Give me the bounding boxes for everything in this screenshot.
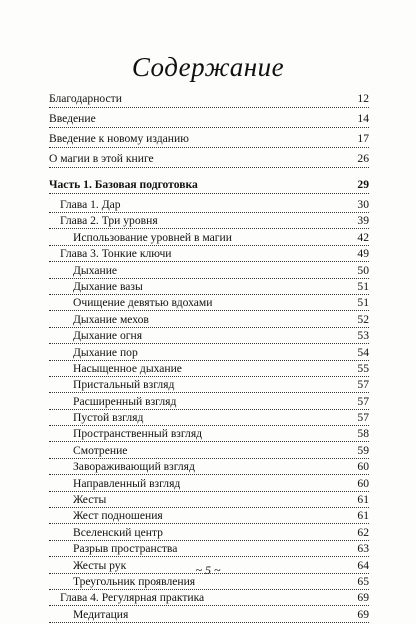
toc-entry-page: 69 <box>357 607 369 621</box>
toc-entry-page: 58 <box>357 427 369 441</box>
toc-entry-title: Расширенный взгляд <box>73 394 177 408</box>
toc-entry-title: Благодарности <box>49 92 122 105</box>
toc-entry <box>49 509 369 524</box>
toc-entry-title: Треугольник проявления <box>73 574 196 588</box>
toc-entry-title: Жесты <box>73 493 107 507</box>
toc-entry <box>49 132 369 148</box>
table-of-contents <box>49 92 369 624</box>
toc-entry <box>49 152 369 168</box>
toc-entry-title: Вселенский центр <box>73 525 163 539</box>
toc-entry <box>49 460 369 475</box>
toc-entry <box>49 92 369 108</box>
toc-entry <box>49 329 369 344</box>
toc-entry-title: Пристальный взгляд <box>73 378 175 392</box>
toc-entry-page: 61 <box>357 493 369 507</box>
toc-entry-page: 57 <box>357 394 369 408</box>
toc-entry <box>49 542 369 557</box>
toc-entry-page: 65 <box>357 574 369 588</box>
toc-entry-title: Дыхание пор <box>73 345 138 359</box>
toc-entry-title: Насыщенное дыхание <box>73 361 182 375</box>
toc-entry <box>49 296 369 311</box>
toc-entry <box>49 477 369 492</box>
toc-entry <box>49 231 369 246</box>
toc-entry <box>49 591 369 606</box>
toc-entry-title: Глава 2. Три уровня <box>60 214 158 228</box>
toc-entry <box>49 346 369 361</box>
toc-entry <box>49 264 369 279</box>
toc-entry-page: 50 <box>357 263 369 277</box>
toc-entry-page: 51 <box>357 296 369 310</box>
toc-entry-title: Введение к новому изданию <box>49 132 189 145</box>
toc-entry <box>49 526 369 541</box>
toc-entry <box>49 313 369 328</box>
toc-entry-page: 69 <box>357 591 369 605</box>
toc-entry-title: Смотрение <box>73 443 128 457</box>
toc-entry-page: 52 <box>357 312 369 326</box>
toc-entry-page: 60 <box>357 460 369 474</box>
toc-entry <box>49 427 369 442</box>
toc-entry <box>49 247 369 262</box>
toc-entry-title: Завораживающий взгляд <box>73 460 195 474</box>
toc-entry <box>49 444 369 459</box>
toc-entry-title: Направленный взгляд <box>73 476 181 490</box>
toc-entry-page: 53 <box>357 329 369 343</box>
toc-entry-page: 59 <box>357 443 369 457</box>
toc-entry-page: 54 <box>357 345 369 359</box>
toc-entry-title: Жест подношения <box>73 509 163 523</box>
toc-entry-title: Глава 1. Дар <box>60 198 121 211</box>
toc-entry-page: 63 <box>357 542 369 556</box>
toc-entry-page: 64 <box>357 558 369 572</box>
toc-entry-title: Часть 1. Базовая подготовка <box>49 178 198 191</box>
toc-entry-title: Жесты рук <box>73 558 127 572</box>
toc-entry <box>49 198 369 213</box>
toc-entry-title: Пустой взгляд <box>73 411 144 425</box>
toc-entry <box>49 280 369 295</box>
toc-entry-title: Глава 3. Тонкие ключи <box>60 247 172 261</box>
toc-entry-page: 55 <box>357 361 369 375</box>
toc-entry-page: 29 <box>357 178 369 191</box>
toc-entry-page: 49 <box>357 247 369 261</box>
toc-entry <box>49 178 369 194</box>
toc-entry-title: Дыхание вазы <box>73 279 143 293</box>
toc-entry <box>49 378 369 393</box>
toc-entry <box>49 608 369 623</box>
toc-entry-page: 30 <box>357 198 369 211</box>
toc-entry-page: 60 <box>357 476 369 490</box>
toc-entry <box>49 493 369 508</box>
toc-entry-title: Введение <box>49 112 96 125</box>
toc-entry-page: 57 <box>357 411 369 425</box>
toc-entry-title: Дыхание огня <box>73 329 143 343</box>
toc-entry <box>49 395 369 410</box>
toc-entry-page: 17 <box>357 132 369 145</box>
toc-entry <box>49 112 369 128</box>
toc-entry <box>49 362 369 377</box>
toc-entry-page: 39 <box>357 214 369 228</box>
toc-entry <box>49 411 369 426</box>
toc-entry-title: О магии в этой книге <box>49 152 154 165</box>
toc-entry-page: 62 <box>357 525 369 539</box>
toc-entry-title: Очищение девятью вдохами <box>73 296 213 310</box>
toc-entry-title: Медитация <box>73 607 129 621</box>
toc-entry-title: Пространственный взгляд <box>73 427 203 441</box>
page-number: ~ 5 ~ <box>195 563 221 577</box>
page-title: Содержание <box>131 52 285 82</box>
toc-entry-title: Дыхание <box>73 263 118 277</box>
toc-entry-page: 61 <box>357 509 369 523</box>
toc-entry-page: 51 <box>357 279 369 293</box>
toc-entry-page: 12 <box>357 92 369 105</box>
toc-entry-page: 57 <box>357 378 369 392</box>
toc-entry-page: 42 <box>357 230 369 244</box>
toc-entry-title: Дыхание мехов <box>73 312 149 326</box>
toc-entry <box>49 214 369 229</box>
toc-entry-title: Разрыв пространства <box>73 542 178 556</box>
toc-entry-title: Использование уровней в магии <box>73 230 232 244</box>
toc-entry-page: 14 <box>357 112 369 125</box>
toc-entry-page: 26 <box>357 152 369 165</box>
toc-entry-title: Глава 4. Регулярная практика <box>60 591 205 605</box>
